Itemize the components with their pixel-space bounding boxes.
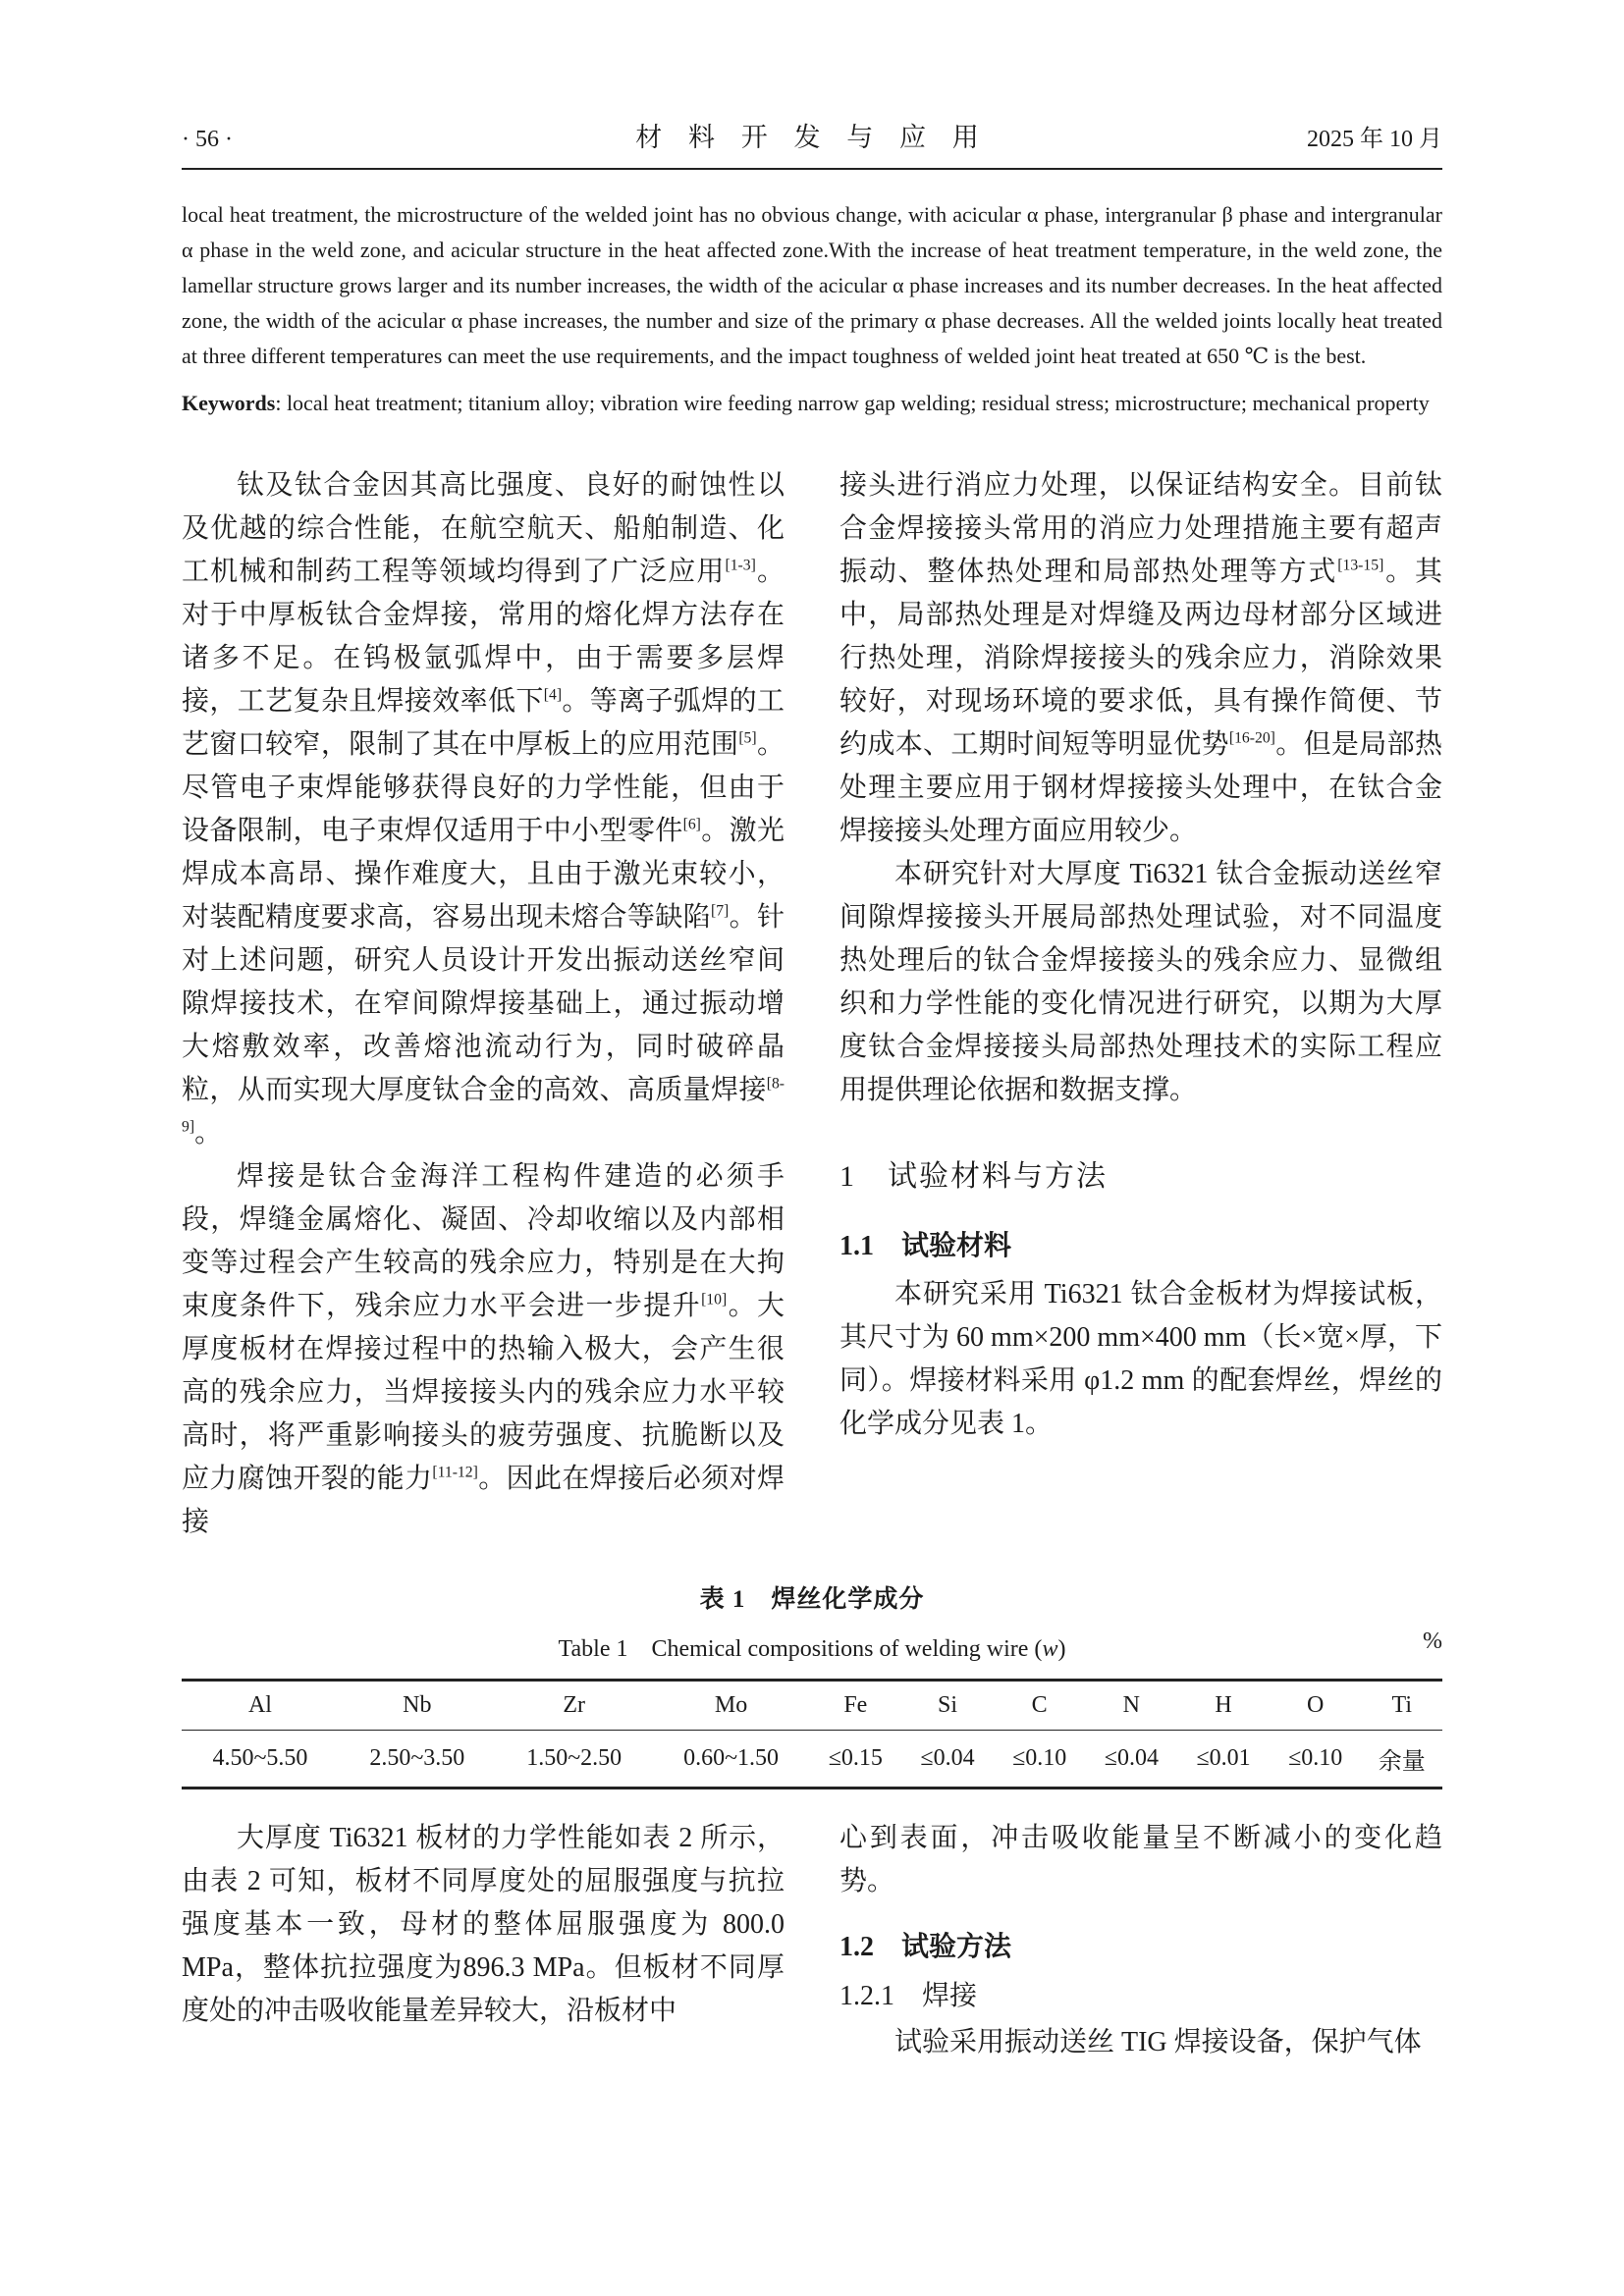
table-col-header: Nb xyxy=(339,1681,496,1731)
table-col-header: Ti xyxy=(1362,1681,1442,1731)
keywords-text: : local heat treatment; titanium alloy; vibration wire feeding narrow gap welding; residual stress; microstructure; mechanical property xyxy=(275,391,1430,415)
section-heading-1-2-1: 1.2.1 焊接 xyxy=(839,1981,978,2011)
keywords-label: Keywords xyxy=(182,391,276,415)
table-col-header: Zr xyxy=(496,1681,653,1731)
paragraph-intro-4: 本研究针对大厚度 Ti6321 钛合金振动送丝窄间隙焊接接头开展局部热处理试验，对不同温度热处理后的钛合金焊接接头的残余应力、显微组织和力学性能的变化情况进行研究，以期为大厚度钛合金焊接接头局部热处理技术的实际工程应用提供理论依据和数据支撑。 xyxy=(839,859,1442,1105)
page-header xyxy=(182,116,1442,170)
table-caption-en-symbol: w xyxy=(1042,1636,1058,1662)
table-cell: ≤0.15 xyxy=(828,1745,883,1771)
paragraph-intro-1: 钛及钛合金因其高比强度、良好的耐蚀性以及优越的综合性能，在航空航天、船舶制造、化工机械和制药工程等领域均得到了广泛应用[1-3]。对于中厚板钛合金焊接，常用的熔化焊方法存在诸多不足。在钨极氩弧焊中，由于需要多层焊接，工艺复杂且焊接效率低下[4]。等离子弧焊的工艺窗口较窄，限制了其在中厚板上的应用范围[5]。尽管电子束焊能够获得良好的力学性能，但由于设备限制，电子束焊仅适用于中小型零件[6]。激光焊成本高昂、操作难度大，且由于激光束较小，对装配精度要求高，容易出现未熔合等缺陷[7]。针对上述问题，研究人员设计开发出振动送丝窄间隙焊接技术，在窄间隙焊接基础上，通过振动增大熔敷效率，改善熔池流动行为，同时破碎晶粒，从而实现大厚度钛合金的高效、高质量焊接[8-9]。 xyxy=(182,470,785,1148)
abstract-section xyxy=(182,197,1442,421)
table-caption-en xyxy=(182,1629,1442,1663)
table-cell: 余量 xyxy=(1378,1749,1426,1775)
table-cell: 0.60~1.50 xyxy=(683,1745,780,1771)
table-col-header: H xyxy=(1177,1681,1270,1731)
intro-columns xyxy=(182,464,1442,1544)
table-cell: ≤0.04 xyxy=(1104,1745,1159,1771)
table-cell: ≤0.04 xyxy=(920,1745,975,1771)
table-col-header: C xyxy=(994,1681,1086,1731)
keywords-line xyxy=(182,386,1442,421)
table-unit-label: % xyxy=(1423,1629,1442,1654)
paragraph-welding: 试验采用振动送丝 TIG 焊接设备，保护气体 xyxy=(894,2027,1422,2057)
page-number: · 56 · xyxy=(182,127,233,152)
table-1-section xyxy=(182,1579,1442,1789)
paragraph-intro-2: 焊接是钛合金海洋工程构件建造的必须手段，焊缝金属熔化、凝固、冷却收缩以及内部相变等过程会产生较高的残余应力，特别是在大拘束度条件下，残余应力水平会进一步提升[10]。大厚度板材在焊接过程中的热输入极大，会产生很高的残余应力，当焊接接头内的残余应力水平较高时，将严重影响接头的疲劳强度、抗脆断以及应力腐蚀开裂的能力[11-12]。因此在焊接后必须对焊接 xyxy=(182,1161,785,1537)
journal-title: 材 料 开 发 与 应 用 xyxy=(635,123,989,152)
table-cell: ≤0.10 xyxy=(1012,1745,1067,1771)
table-cell: ≤0.10 xyxy=(1288,1745,1343,1771)
table-caption-en-close: ) xyxy=(1057,1636,1066,1662)
section-heading-1: 1 试验材料与方法 xyxy=(839,1160,1108,1193)
left-column xyxy=(182,464,785,1544)
section-heading-1-2: 1.2 试验方法 xyxy=(839,1932,1012,1962)
table-caption-en-text: Table 1 Chemical compositions of welding wire ( xyxy=(558,1636,1043,1662)
table-col-header: O xyxy=(1270,1681,1362,1731)
table-col-header: Si xyxy=(901,1681,994,1731)
table-col-header: N xyxy=(1086,1681,1178,1731)
table-col-header: Al xyxy=(182,1681,339,1731)
paragraph-intro-3: 接头进行消应力处理，以保证结构安全。目前钛合金焊接接头常用的消应力处理措施主要有超声振动、整体热处理和局部热处理等方式[13-15]。其中，局部热处理是对焊缝及两边母材部分区域进行热处理，消除焊接接头的残余应力，消除效果较好，对现场环境的要求低，具有操作简便、节约成本、工期时间短等明显优势[16-20]。但是局部热处理主要应用于钢材焊接接头处理中，在钛合金焊接接头处理方面应用较少。 xyxy=(839,470,1442,846)
table-cell: ≤0.01 xyxy=(1196,1745,1251,1771)
table-col-header: Mo xyxy=(653,1681,810,1731)
right-column xyxy=(839,464,1442,1544)
table-1 xyxy=(182,1679,1442,1789)
paragraph-materials: 本研究采用 Ti6321 钛合金板材为焊接试板，其尺寸为 60 mm×200 mm×400 mm（长×宽×厚，下同）。焊接材料采用 φ1.2 mm 的配套焊丝，焊丝的化学成分见表 1。 xyxy=(839,1279,1442,1439)
table-col-header: Fe xyxy=(810,1681,902,1731)
table-caption-cn: 表 1 焊丝化学成分 xyxy=(699,1586,925,1613)
table-header-row xyxy=(182,1681,1442,1731)
table-cell: 2.50~3.50 xyxy=(369,1745,465,1771)
paragraph-mech-props: 大厚度 Ti6321 板材的力学性能如表 2 所示，由表 2 可知，板材不同厚度处的屈服强度与抗拉强度基本一致，母材的整体屈服强度为 800.0 MPa，整体抗拉强度为896.3 MPa。但板材不同厚度处的冲击吸收能量差异较大，沿板材中 xyxy=(182,1823,785,2026)
issue-date: 2025 年 10 月 xyxy=(1307,127,1442,152)
abstract-text: local heat treatment, the microstructure of the welded joint has no obvious change, with acicular α phase, intergranular β phase and intergranular α phase in the weld zone, and acicular structure in the heat affected zone.With the increase of heat treatment temperature, in the weld zone, the lamellar structure grows larger and its number increases, the width of the acicular α phase increases and its number decreases. In the heat affected zone, the width of the acicular α phase increases, the number and size of the primary α phase decreases. All the welded joints locally heat treated at three different temperatures can meet the use requirements, and the impact toughness of welded joint heat treated at 650 ℃ is the best. xyxy=(182,202,1442,368)
section-heading-1-1: 1.1 试验材料 xyxy=(839,1231,1012,1261)
bottom-columns xyxy=(182,1817,1442,2064)
table-values-row xyxy=(182,1731,1442,1789)
bottom-right-column xyxy=(839,1817,1442,2064)
table-cell: 1.50~2.50 xyxy=(526,1745,623,1771)
bottom-left-column xyxy=(182,1817,785,2064)
table-cell: 4.50~5.50 xyxy=(212,1745,308,1771)
paragraph-continuation: 心到表面，冲击吸收能量呈不断减小的变化趋势。 xyxy=(839,1823,1442,1896)
